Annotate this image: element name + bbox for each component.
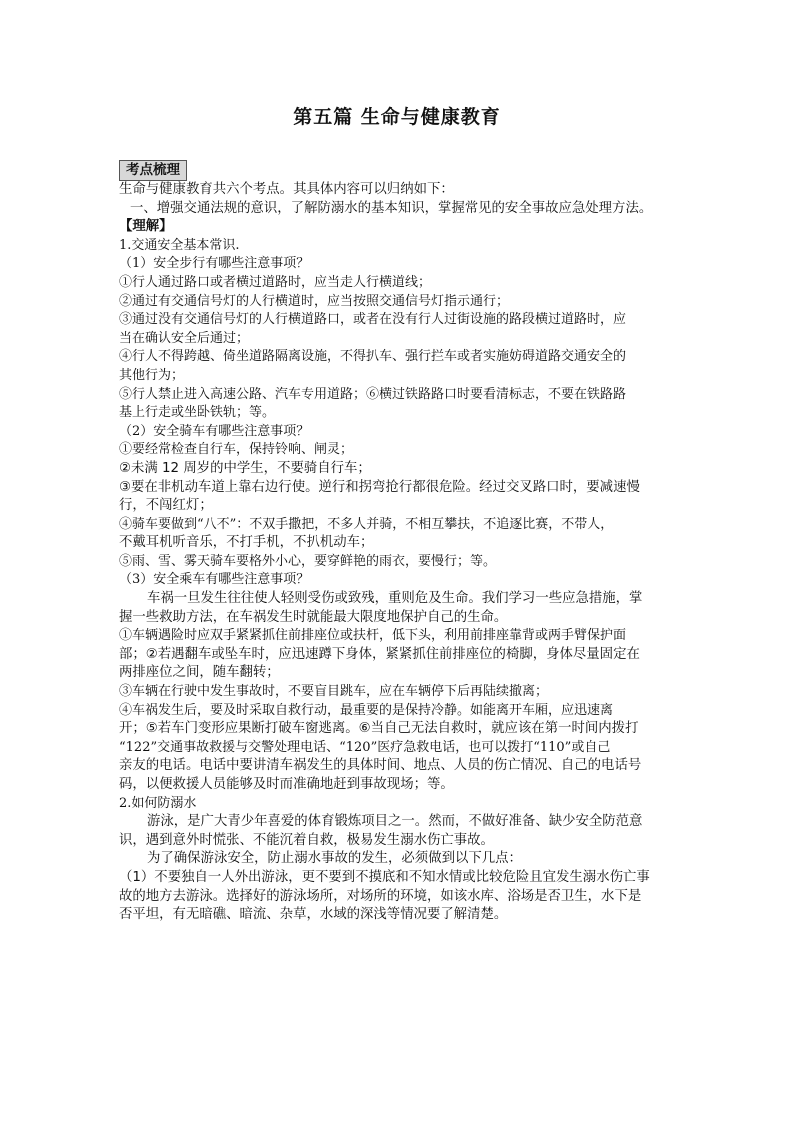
text-line: ③要在非机动车道上靠右边行使。逆行和拐弯抢行都很危险。经过交叉路口时，要减速慢 (119, 479, 640, 495)
text-line: 两排座位之间，随车翻转； (119, 665, 280, 681)
text-line: “122”交通事故救援与交警处理电话、“120”医疗急救电话，也可以拨打“110”或自己 (119, 739, 611, 755)
text-line: 不戴耳机听音乐，不打手机，不扒机动车； (119, 535, 374, 551)
text-line: 亲友的电话。电话中要讲清车祸发生的具体时间、地点、人员的伤亡情况、自己的电话号 (119, 758, 642, 774)
text-line: ②通过有交通信号灯的人行横道时，应当按照交通信号灯指示通行； (119, 293, 510, 309)
text-line: 其他行为； (119, 367, 185, 383)
text-line: ③通过没有交通信号灯的人行横道路口，或者在没有行人过街设施的路段横过道路时，应 (119, 312, 627, 328)
text-line: 车祸一旦发生往往使人轻则受伤或致残，重则危及生命。我们学习一些应急措施，掌 (147, 591, 643, 607)
section-tag: 考点梳理 (119, 160, 187, 181)
text-line: 基上行走或坐卧铁轨；等。 (119, 405, 276, 421)
text-line: 部；②若遇翻车或坠车时，应迅速蹲下身体，紧紧抓住前排座位的椅脚，身体尽量固定在 (119, 646, 640, 662)
text-line: 一、增强交通法规的意识，了解防溺水的基本知识，掌握常见的安全事故应急处理方法。 (130, 200, 653, 216)
text-line: （1）安全步行有哪些注意事项？ (119, 256, 310, 272)
text-line: 2.如何防溺水 (119, 795, 197, 811)
text-line: 码，以便救援人员能够及时而准确地赶到事故现场；等。 (119, 777, 454, 792)
text-line: ①行人通过路口或者横过道路时，应当走人行横道线； (119, 274, 432, 290)
text-line: ②未满 12 周岁的中学生，不要骑自行车； (119, 460, 371, 476)
text-line: ⑤雨、雪、雾天骑车要格外小心，要穿鲜艳的雨衣，要慢行；等。 (119, 553, 497, 569)
text-line: ④骑车要做到“八不”：不双手撒把，不多人并骑，不相互攀扶，不追逐比赛，不带人， (119, 516, 614, 532)
text-line: ④行人不得跨越、倚坐道路隔离设施，不得扒车、强行拦车或者实施妨碍道路交通安全的 (119, 349, 627, 365)
text-line: 故的地方去游泳。选择好的游泳场所，对场所的环境，如该水库、浴场是否卫生，水下是 (119, 888, 642, 904)
text-line: 当在确认安全后通过； (119, 330, 250, 346)
text-line: 识，遇到意外时慌张、不能沉着自救，极易发生溺水伤亡事故。 (119, 832, 494, 848)
text-line: 游泳，是广大青少年喜爱的体育锻炼项目之一。然而，不做好准备、缺少安全防范意 (147, 814, 643, 830)
text-line: （1）不要独自一人外出游泳，更不要到不摸底和不知水情或比较危险且宜发生溺水伤亡事 (119, 869, 650, 885)
text-line: 生命与健康教育共六个考点。其具体内容可以归纳如下： (119, 182, 454, 197)
text-line: 开；⑤若车门变形应果断打破车窗逃离。⑥当自己无法自救时，就应该在第一时间内拨打 (119, 721, 639, 737)
text-line: ④车祸发生后，要及时采取自救行动，最重要的是保持冷静。如能离开车厢，应迅速离 (119, 702, 614, 718)
text-line: 握一些救助方法，在车祸发生时就能最大限度地保护自己的生命。 (119, 609, 508, 625)
text-line: ⑤行人禁止进入高速公路、汽车专用道路；⑥横过铁路路口时要看清标志，不要在铁路路 (119, 386, 627, 402)
text-line: 行，不闯红灯； (119, 498, 213, 514)
text-line: 【理解】 (119, 219, 173, 235)
text-line: 为了确保游泳安全，防止溺水事故的发生，必须做到以下几点： (147, 851, 522, 867)
page-title: 第五篇 生命与健康教育 (293, 106, 501, 128)
document-body (119, 181, 679, 925)
text-line: ①要经常检查自行车，保持铃响、闸灵； (119, 442, 354, 458)
text-line: 否平坦，有无暗礁、暗流、杂草，水域的深浅等情况要了解清楚。 (119, 907, 508, 923)
text-line: ①车辆遇险时应双手紧紧抓住前排座位或扶杆，低下头，利用前排座靠背或两手臂保护面 (119, 628, 627, 644)
text-line: 1.交通安全基本常识. (119, 237, 240, 253)
text-line: （2）安全骑车有哪些注意事项？ (119, 423, 310, 439)
text-line: （3）安全乘车有哪些注意事项？ (119, 572, 310, 588)
text-line: ③车辆在行驶中发生事故时，不要盲目跳车，应在车辆停下后再陆续撤离； (119, 684, 549, 700)
